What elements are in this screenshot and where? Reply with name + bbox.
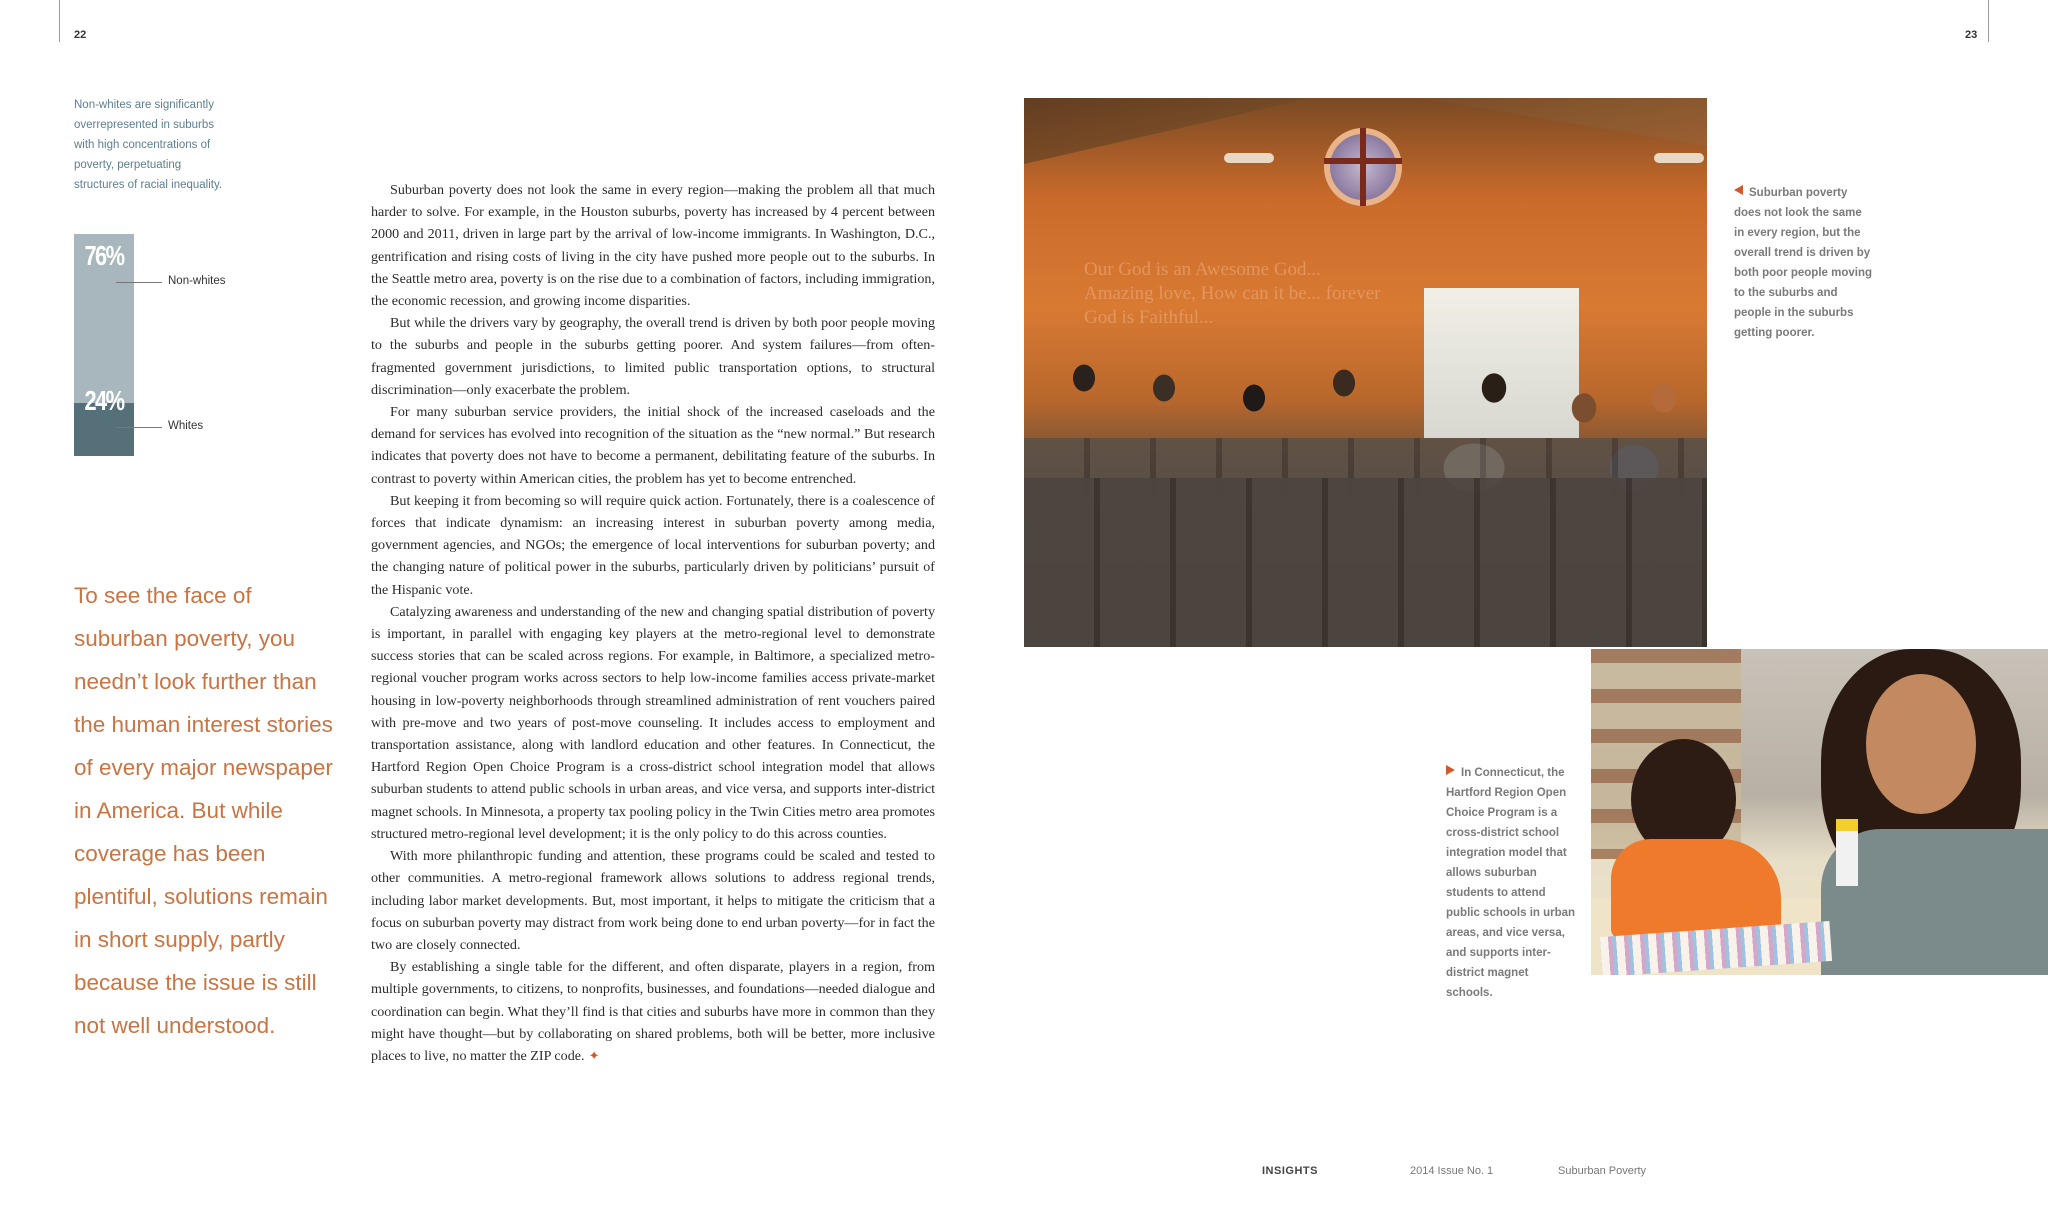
classroom-caption-text: In Connecticut, the Hartford Region Open Choice Program is a cross-district school integration model that allows suburban students to attend public schools in urban areas, and vice versa, and supports inter-district magnet schools. [1446,767,1576,999]
bar-value-nonwhites: 76% [84,240,124,271]
ceiling-fan-icon [1224,153,1274,163]
glue-stick [1836,819,1858,886]
wall-lettering: Our God is an Awesome God... Amazing love, How can it be... forever God is Faithful... [1084,259,1381,328]
chair-rows-front [1024,478,1707,647]
window-cross [1360,128,1366,206]
pointer-right-icon [1446,765,1455,775]
leader-line-whites [116,427,162,428]
leader-line-nonwhites [116,282,162,283]
church-hall-photo [1024,98,1707,647]
left-page-rule [59,0,60,42]
body-paragraph: Catalyzing awareness and understanding of the new and changing spatial distribution of poverty is important, in parallel with engaging key players at the metro-regional level to demonstrate success stories that can be scaled across regions. For example, in Baltimore, a specialized metro-regional voucher program works across sectors to help low-income families access private-market housing in low-poverty neighborhoods through streamlined administration of rent vouchers paired with pre-move and two years of post-move counseling. It includes access to employment and transportation assistance, along with landlord education and other features. In Connecticut, the Hartford Region Open Choice Program is a cross-district school integration model that allows suburban students to attend public schools in urban areas, and vice versa, and supports inter-district magnet schools. In Minnesota, a property tax pooling policy in the Twin Cities metro area promotes structured metro-regional level development; it is the only policy to do this across counties. [371,603,935,842]
body-paragraph: Suburban poverty does not look the same in every region—making the problem all that much harder to solve. For example, in the Houston suburbs, poverty has increased by 4 percent between 2000 and 2011, driven in large part by the arrival of low-income immigrants. In Washington, D.C., gentrification and rising costs of living in the city have pushed more people out to the suburbs. In the Seattle metro area, poverty is on the rise due to a combination of factors, including immigration, the economic recession, and growing income disparities. [371,182,935,310]
ceiling-fan-icon [1654,153,1704,163]
body-paragraph-text: By establishing a single table for the different, and often disparate, players in a region, from multiple governments, to citizens, to nonprofits, businesses, and foundations—needed dialogue and coordination can begin. What they’ll find is that cities and suburbs have more in common than they might have thought—but by collaborating on shared problems, both will be better, more inclusive places to live, no matter the ZIP code. [371,959,935,1064]
end-mark-icon: ✦ [588,1047,600,1063]
footer-section: INSIGHTS [1262,1165,1318,1177]
right-page-number: 23 [1965,29,1978,41]
boy-shirt [1611,839,1781,939]
bar-value-whites: 24% [84,385,124,416]
article-body [371,179,935,1067]
pointer-left-icon [1734,185,1743,195]
race-poverty-bar-chart [74,234,274,456]
sidebar-caption: Non-whites are significantly overrepresented in suburbs with high concentrations of poverty, perpetuating structures of racial inequality. [74,99,223,191]
classroom-photo [1591,649,2048,975]
pull-quote: To see the face of suburban poverty, you needn’t look further than the human interest stories of every major newspaper in America. But while coverage has been plentiful, solutions remain in short supply, partly because the issue is still not well understood. [74,583,333,1038]
footer-issue: 2014 Issue No. 1 [1410,1165,1494,1177]
teacher-face [1866,674,1976,814]
left-page-number: 22 [74,29,87,41]
hall-caption-text: Suburban poverty does not look the same in every region, but the overall trend is driven by both poor people moving to the suburbs and people in the suburbs getting poorer. [1734,187,1872,339]
body-paragraph: But while the drivers vary by geography, the overall trend is driven by both poor people moving to the suburbs and people in the suburbs getting poorer. And system failures—from often-fragmented government jurisdictions, to limited public transportation options, to structural discrimination—only exacerbate the problem. [371,315,935,398]
classroom-photo-caption [1446,763,1576,1003]
body-paragraph: But keeping it from becoming so will require quick action. Fortunately, there is a coalescence of forces that indicate dynamism: an increasing interest in suburban poverty among media, government agencies, and NGOs; the emergence of local interventions for suburban poverty; and the changing nature of political power in the suburbs, particularly driven by politicians’ pursuit of the Hispanic vote. [371,492,935,598]
body-paragraph-last [371,956,935,1067]
body-paragraph: With more philanthropic funding and attention, these programs could be scaled and tested to other communities. A metro-regional framework allows solutions to address regional trends, including labor market developments. But, most important, it helps to mitigate the criticism that a focus on suburban poverty may distract from work being done to end urban poverty—for in fact the two are closely connected. [371,848,935,953]
bar-label-whites: Whites [168,420,204,432]
hall-photo-caption [1734,183,1874,343]
right-page-rule [1988,0,1989,42]
footer-topic: Suburban Poverty [1558,1165,1647,1177]
bar-label-nonwhites: Non-whites [168,275,226,287]
body-paragraph: For many suburban service providers, the initial shock of the increased caseloads and the demand for services has evolved into recognition of the situation as the “new normal.” But research indicates that poverty does not have to become a permanent, debilitating feature of the suburbs. In contrast to poverty within American cities, the problem has yet to become entrenched. [371,404,935,487]
